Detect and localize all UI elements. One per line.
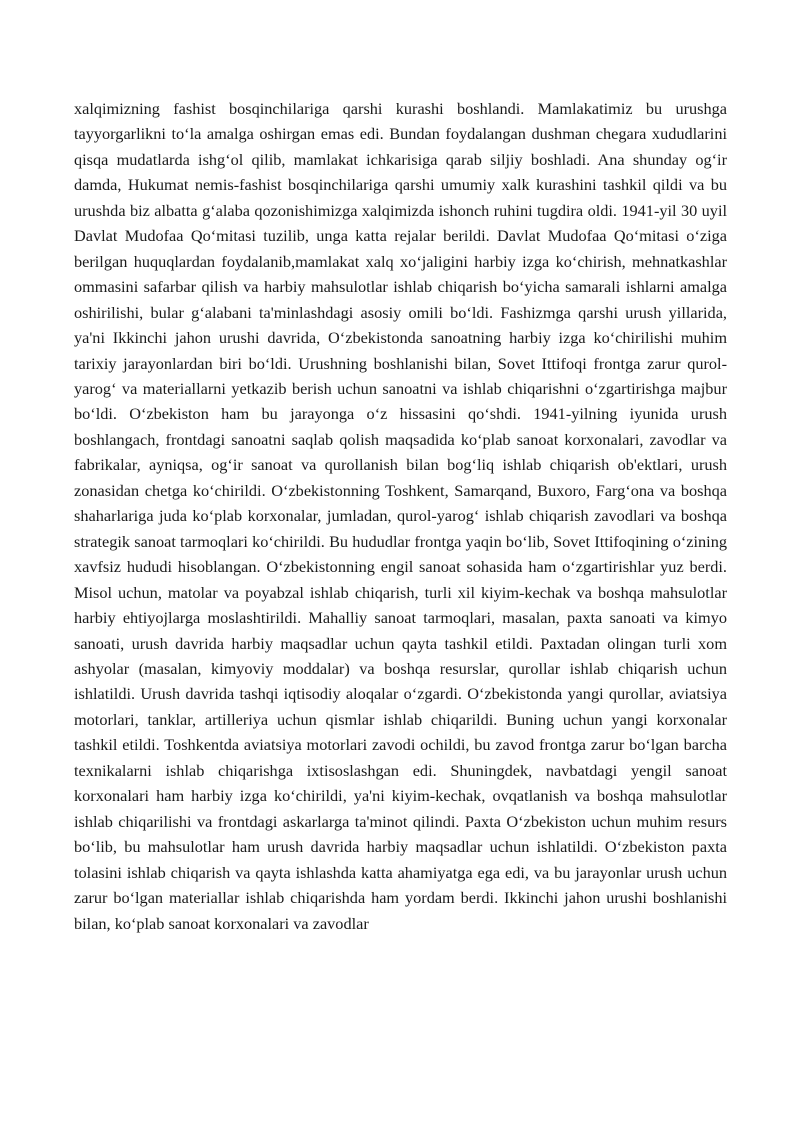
document-page <box>74 96 727 936</box>
body-paragraph: xalqimizning fashist bosqinchilariga qarshi kurashi boshlandi. Mamlakatimiz bu urushga tayyorgarlikni to‘la amalga oshirgan emas edi. Bundan foydalangan dushman chegara xududlarini qisqa mudatlarda ishg‘ol qilib, mamlakat ichkarisiga qarab siljiy boshladi. Ana shunday og‘ir damda, Hukumat nemis-fashist bosqinchilariga qarshi umumiy xalk kurashini tashkil qildi va bu urushda biz albatta g‘alaba qozonishimizga xalqimizda ishonch ruhini tugdira oldi. 1941-yil 30 uyil Davlat Mudofaa Qo‘mitasi tuzilib, unga katta rejalar berildi. Davlat Mudofaa Qo‘mitasi o‘ziga berilgan huquqlardan foydalanib,mamlakat xalq xo‘jaligini harbiy izga ko‘chirish, mehnatkashlar ommasini safarbar qilish va harbiy mahsulotlar ishlab chiqarish bo‘yicha samarali ishlarni amalga oshirilishi, bular g‘alabani ta'minlashdagi asosiy omili bo‘ldi. Fashizmga qarshi urush yillarida, ya'ni Ikkinchi jahon urushi davrida, O‘zbekistonda sanoatning harbiy izga ko‘chirilishi muhim tarixiy jarayonlardan biri bo‘ldi. Urushning boshlanishi bilan, Sovet Ittifoqi frontga zarur qurol-yarog‘ va materiallarni yetkazib berish uchun sanoatni va ishlab chiqarishni o‘zgartirishga majbur bo‘ldi. O‘zbekiston ham bu jarayonga o‘z hissasini qo‘shdi. 1941-yilning iyunida urush boshlangach, frontdagi sanoatni saqlab qolish maqsadida ko‘plab sanoat korxonalari, zavodlar va fabrikalar, ayniqsa, og‘ir sanoat va qurollanish bilan bog‘liq ishlab chiqarish ob'ektlari, urush zonasidan chetga ko‘chirildi. O‘zbekistonning Toshkent, Samarqand, Buxoro, Farg‘ona va boshqa shaharlariga juda ko‘plab korxonalar, jumladan, qurol-yarog‘ ishlab chiqarish zavodlari va boshqa strategik sanoat tarmoqlari ko‘chirildi. Bu hududlar frontga yaqin bo‘lib, Sovet Ittifoqining o‘zining xavfsiz hududi hisoblangan. O‘zbekistonning engil sanoat sohasida ham o‘zgartirishlar yuz berdi. Misol uchun, matolar va poyabzal ishlab chiqarish, turli xil kiyim-kechak va boshqa mahsulotlar harbiy ehtiyojlarga moslashtirildi. Mahalliy sanoat tarmoqlari, masalan, paxta sanoati va kimyo sanoati, urush davrida harbiy maqsadlar uchun qayta tashkil etildi. Paxtadan olingan turli xom ashyolar (masalan, kimyoviy moddalar) va boshqa resurslar, qurollar ishlab chiqarish uchun ishlatildi. Urush davrida tashqi iqtisodiy aloqalar o‘zgardi. O‘zbekistonda yangi qurollar, aviatsiya motorlari, tanklar, artilleriya uchun qismlar ishlab chiqarildi. Buning uchun yangi korxonalar tashkil etildi. Toshkentda aviatsiya motorlari zavodi ochildi, bu zavod frontga zarur bo‘lgan barcha texnikalarni ishlab chiqarishga ixtisoslashgan edi. Shuningdek, navbatdagi yengil sanoat korxonalari ham harbiy izga ko‘chirildi, ya'ni kiyim-kechak, ovqatlanish va boshqa mahsulotlar ishlab chiqarilishi va frontdagi askarlarga ta'minot qilindi. Paxta O‘zbekiston uchun muhim resurs bo‘lib, bu mahsulotlar ham urush davrida harbiy maqsadlar uchun ishlatildi. O‘zbekiston paxta tolasini ishlab chiqarish va qayta ishlashda katta ahamiyatga ega edi, va bu jarayonlar urush uchun zarur bo‘lgan materiallar ishlab chiqarishda ham yordam berdi. Ikkinchi jahon urushi boshlanishi bilan, ko‘plab sanoat korxonalari va zavodlar <box>74 99 727 933</box>
